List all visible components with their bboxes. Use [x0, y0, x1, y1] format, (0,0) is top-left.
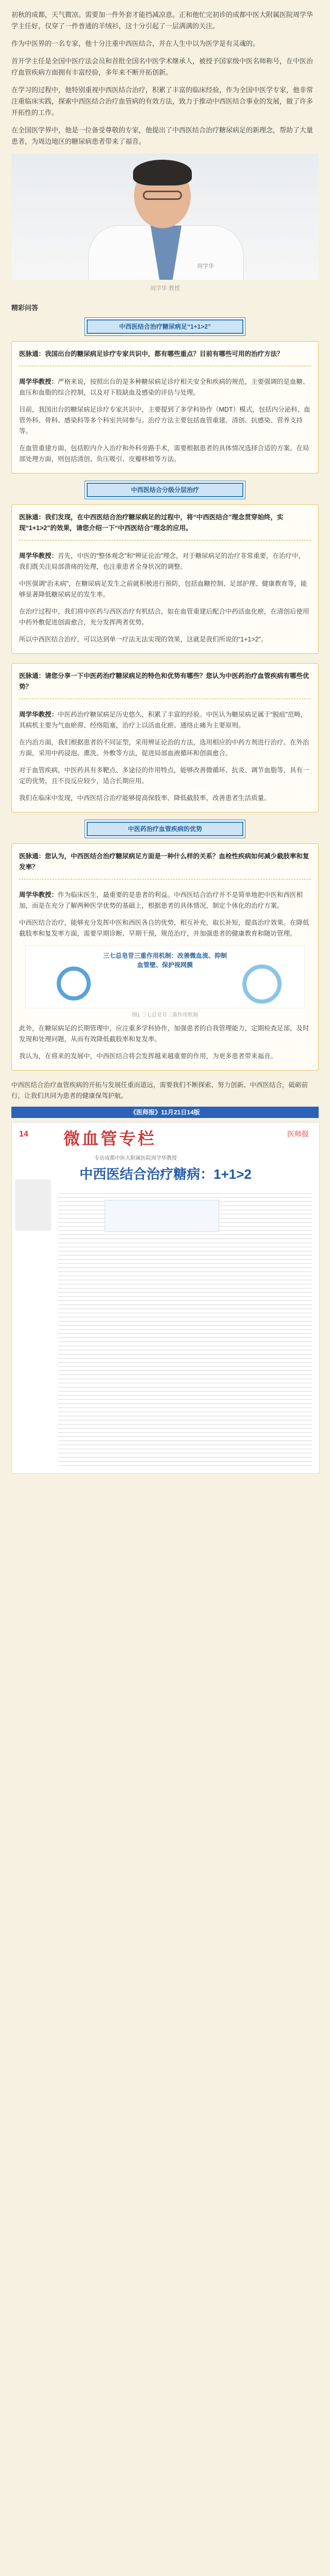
answer-paragraph: 此外，在糖尿病足的长期管理中，应注重多学科协作，加强患者的自我管理能力，定期检查足部，及时发现和处理问题，从而有效降低截肢率和复发率。: [19, 1025, 309, 1043]
question: 医脉通：请您分享一下中医药治疗糖尿病足的特色和优势有哪些？您认为中医药治疗血管疾病有哪些优势？: [19, 672, 309, 690]
section-banner-2: 中西医结合分级分层治疗: [87, 483, 243, 497]
doctor-photo: [11, 154, 319, 280]
photo-caption: 周学华 教授: [150, 285, 180, 292]
qa-card-1: [11, 341, 319, 473]
answer-label: 周学华教授：: [19, 891, 58, 899]
closing-paragraph: 中西医结合治疗血管疾病的开拓与发展任重而道远，需要我们不断探索、努力创新。中西医结合，砥砺前行，让我们共同为患者的健康保驾护航。: [11, 1081, 308, 1099]
intro-paragraph: 在学习的过程中，他特别重视中西医结合治疗，积累了丰富的临床经验，作为全国中医学专家，他非常注重临床实践，探索中西医结合治疗血管病的有效方法，致力于推动中西医结合事业的发展，做了许多开拓性的工作。: [11, 86, 314, 116]
answer-text: 中医药治疗糖尿病足历史悠久，积累了丰富的经验。中医认为糖尿病足属于“脱疽”范畴，其病机主要为气血瘀滞、经络阻塞，治疗上以活血化瘀、通络止痛为主要原则。: [19, 711, 307, 729]
answer-paragraph: 所以中西医结合治疗，可以达到单一疗法无法实现的效果，这就是我们所说的“1+1>2”。: [19, 636, 268, 643]
publication-date-bar: 《医师报》11月21日14版: [11, 1107, 319, 1118]
paper-subtitle: 专访成都中医大附属医院周学华教授: [94, 1156, 177, 1161]
doctor-hair: [133, 160, 192, 185]
answer-text: 首先，中医的“整体观念”和“辨证论治”理念，对于糖尿病足的治疗非常重要，在治疗中，我们既关注局部溃疡的处理，也注重患者全身状况的调整。: [19, 552, 305, 570]
question: 医脉通：我国出台的糖尿病足诊疗专家共识中，都有哪些重点？目前有哪些可用的治疗方法？: [19, 350, 284, 358]
question: 医脉通：我们发现，在中西医结合治疗糖尿病足的过程中，将“中西医结合”理念贯穿始终，实现“1+1>2”的效果，请您介绍一下“中西医结合”理念的应用。: [19, 514, 284, 532]
diagram-title: 三七总皂苷三重作用机制：改善微血流、抑制血管壁、保护视网膜: [103, 952, 227, 969]
section-banner-3: 中医药治疗血管疾病的优势: [87, 822, 243, 836]
answer-paragraph: 中医强调“治未病”，在糖尿病足发生之前就积极进行预防，包括血糖控制、足部护理、健康教育等，能够显著降低糖尿病足的发生率。: [19, 580, 307, 598]
section-banner-1: 中西医结合治疗糖尿病足“1+1>2”: [87, 319, 243, 334]
answer-paragraph: 在内治方面，我们根据患者的不同证型，采用辨证论治的方法，选用相应的中药方剂进行治疗。在外治方面，采用中药浸泡、熏洗、外敷等方法，促进局部血液循环和创面愈合。: [19, 739, 309, 757]
gear-icon: [57, 967, 91, 1001]
qa-card-3: [11, 663, 319, 812]
column-title: 微血管专栏: [63, 1129, 157, 1148]
answer-paragraph: [19, 551, 311, 572]
answer-label: 周学华教授：: [19, 711, 58, 718]
answer-paragraph: 目前，我国出台的糖尿病足诊疗专家共识中，主要提到了多学科协作（MDT）模式，包括内分泌科、血管外科、骨科、感染科等多个科室共同参与。治疗方法主要包括血管重建、清创、抗感染、营养支持等。: [19, 406, 310, 435]
answer-paragraph: [19, 890, 311, 911]
newspaper-logo: 医师报: [287, 1130, 309, 1138]
diagram-caption: 图1 三七总皂苷三重作用机制: [131, 1012, 199, 1018]
newspaper-clipping: [11, 1122, 320, 1473]
divider: [19, 540, 311, 546]
answer-paragraph: 在血管重建方面，包括腔内介入治疗和外科旁路手术，需要根据患者的具体情况选择合适的方案。在局部处理方面，则包括清创、负压吸引、皮瓣移植等方法。: [19, 445, 309, 463]
answer-paragraph: 我们在临床中发现，中西医结合治疗能够提高保肢率、降低截肢率，改善患者生活质量。: [19, 794, 271, 802]
name-badge: 周学华: [197, 263, 214, 269]
paper-figure: [105, 1200, 219, 1232]
divider: [19, 699, 311, 704]
answer-paragraph: [19, 709, 311, 731]
page-number: 14: [19, 1130, 28, 1139]
intro-paragraph: 初秋的成都，天气微凉。需要加一件外套才能挡减凉意。正和他忙完初诊的成都中医大附属医院周学华学主任好，仅穿了一件普通的羊绒衫，这十分引起了一层满满的关注。: [11, 11, 314, 30]
intro-paragraph: 在全国医学界中，他是一位备受尊敬的专家，他提出了中西医结合治疗糖尿病足的新理念，帮助了大量患者，为周边地区的糖尿病患者带来了福音。: [11, 126, 314, 145]
answer-paragraph: [19, 377, 311, 398]
section-title: 精彩问答: [11, 304, 39, 312]
answer-label: 周学华教授：: [19, 552, 58, 560]
answer-paragraph: 对于血管疾病，中医药具有多靶点、多途径的作用特点，能够改善微循环、抗炎、调节血脂等，具有一定的优势，且不良反应较少，适合长期应用。: [19, 767, 309, 785]
divider: [19, 366, 311, 371]
divider: [19, 879, 311, 885]
qa-card-4: [11, 843, 319, 1071]
glasses-icon: [143, 191, 182, 200]
answer-text: 作为临床医生，最重要的是患者的利益。中西医结合治疗并不是简单地把中医和西医相加，而是在充分了解两种医学优势的基础上，根据患者的具体情况，制定个体化的治疗方案。: [19, 891, 303, 909]
mechanism-diagram: [25, 945, 305, 1008]
intro-paragraph: 首开学主任是全国中医疗法会员和首批全国名中医学术继承人，被授予国家级中医名师称号，在中医治疗血管疾病方面拥有丰富经验，多年来不断开拓创新。: [11, 57, 314, 76]
answer-paragraph: 中西医结合治疗，能够充分发挥中医和西医各自的优势，相互补充，取长补短，提高治疗效果。在降低截肢率和复发率方面，需要早期诊断、早期干预，规范治疗，并加强患者的健康教育和随访管理。: [19, 919, 309, 937]
question: 医脉通：您认为，中西医结合治疗糖尿病足方面是一种什么样的关系？血栓性疾病如何减少截肢率和复发率？: [19, 853, 309, 871]
doctor-thumbnail: [15, 1179, 51, 1231]
answer-label: 周学华教授：: [19, 378, 58, 385]
answer-paragraph: 我认为，在将来的发展中，中西医结合将会发挥越来越重要的作用，为更多患者带来福音。: [19, 1053, 277, 1060]
intro-paragraph: 作为中医界的一名专家，他十分注重中西医结合，并在人生中以为医学是有灵魂的。: [11, 40, 260, 47]
paper-headline: 中西医结合治疗糖病：1+1>2: [79, 1166, 252, 1182]
answer-paragraph: 在治疗过程中，我们将中医药与西医治疗有机结合，如在血管重建后配合中药活血化瘀，在清创后使用中药外敷促进创面愈合，充分发挥两者优势。: [19, 608, 309, 626]
qa-card-2: [11, 504, 319, 654]
answer-text: 严格来说，按照出台的是多种糖尿病足诊疗相关安全和疾病的规范，主要强调的是血糖、血压和血脂的综合控制，以及对下肢缺血及感染的评估与处理。: [19, 378, 309, 396]
gear-icon: [242, 964, 282, 1004]
